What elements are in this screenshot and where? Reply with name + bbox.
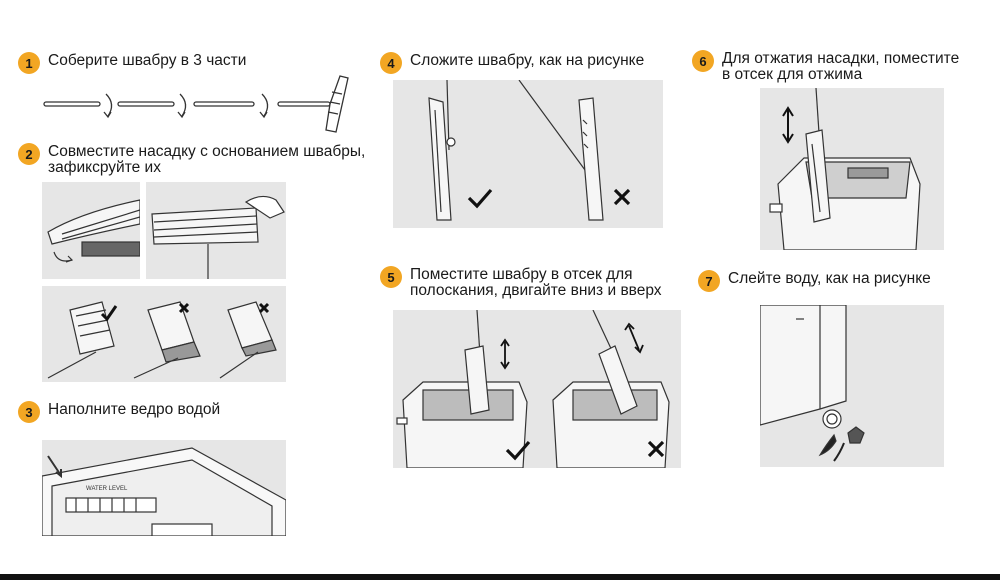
cross-icon [615,190,629,204]
water-level-label: WATER LEVEL [86,486,128,492]
step-2-panel-b [146,182,286,279]
step-7 [698,270,931,292]
step-3-badge: 3 [18,401,40,423]
step-3 [18,401,220,423]
step-6-panel [760,88,944,250]
step-1-text: Соберите швабру в 3 части [48,52,247,69]
step-3-text: Наполните ведро водой [48,401,221,418]
step-7-text: Слейте воду, как на рисунке [728,270,931,287]
step-5-text: Поместите швабру в отсек для полоскания, двигайте вниз и вверх [410,266,662,299]
step-4 [380,52,644,74]
step-6 [692,50,959,83]
step-7-badge: 7 [698,270,720,292]
up-down-arrow-icon [501,324,643,368]
check-icon [469,190,491,206]
step-5-badge: 5 [380,266,402,288]
up-down-arrow-icon [783,108,793,142]
step-6-badge: 6 [692,50,714,72]
step-2-panel-c [42,286,286,382]
step-2 [18,143,365,176]
step-4-panel [393,80,663,228]
step-4-text: Сложите швабру, как на рисунке [410,52,645,69]
step-5-panel [393,310,681,468]
bottom-rule [0,574,1000,580]
step-5 [380,266,662,299]
step-3-panel [42,440,286,536]
step-2-text: Совместите насадку с основанием швабры, зафиксруйте их [48,143,366,176]
step-2-badge: 2 [18,143,40,165]
step-6-text: Для отжатия насадки, поместите в отсек для отжима [722,50,960,83]
step-1-badge: 1 [18,52,40,74]
step-2-panel-a [42,182,140,279]
step-7-panel [760,305,944,467]
mop-assembly-illustration [40,72,350,142]
step-1 [18,52,246,74]
step-4-badge: 4 [380,52,402,74]
